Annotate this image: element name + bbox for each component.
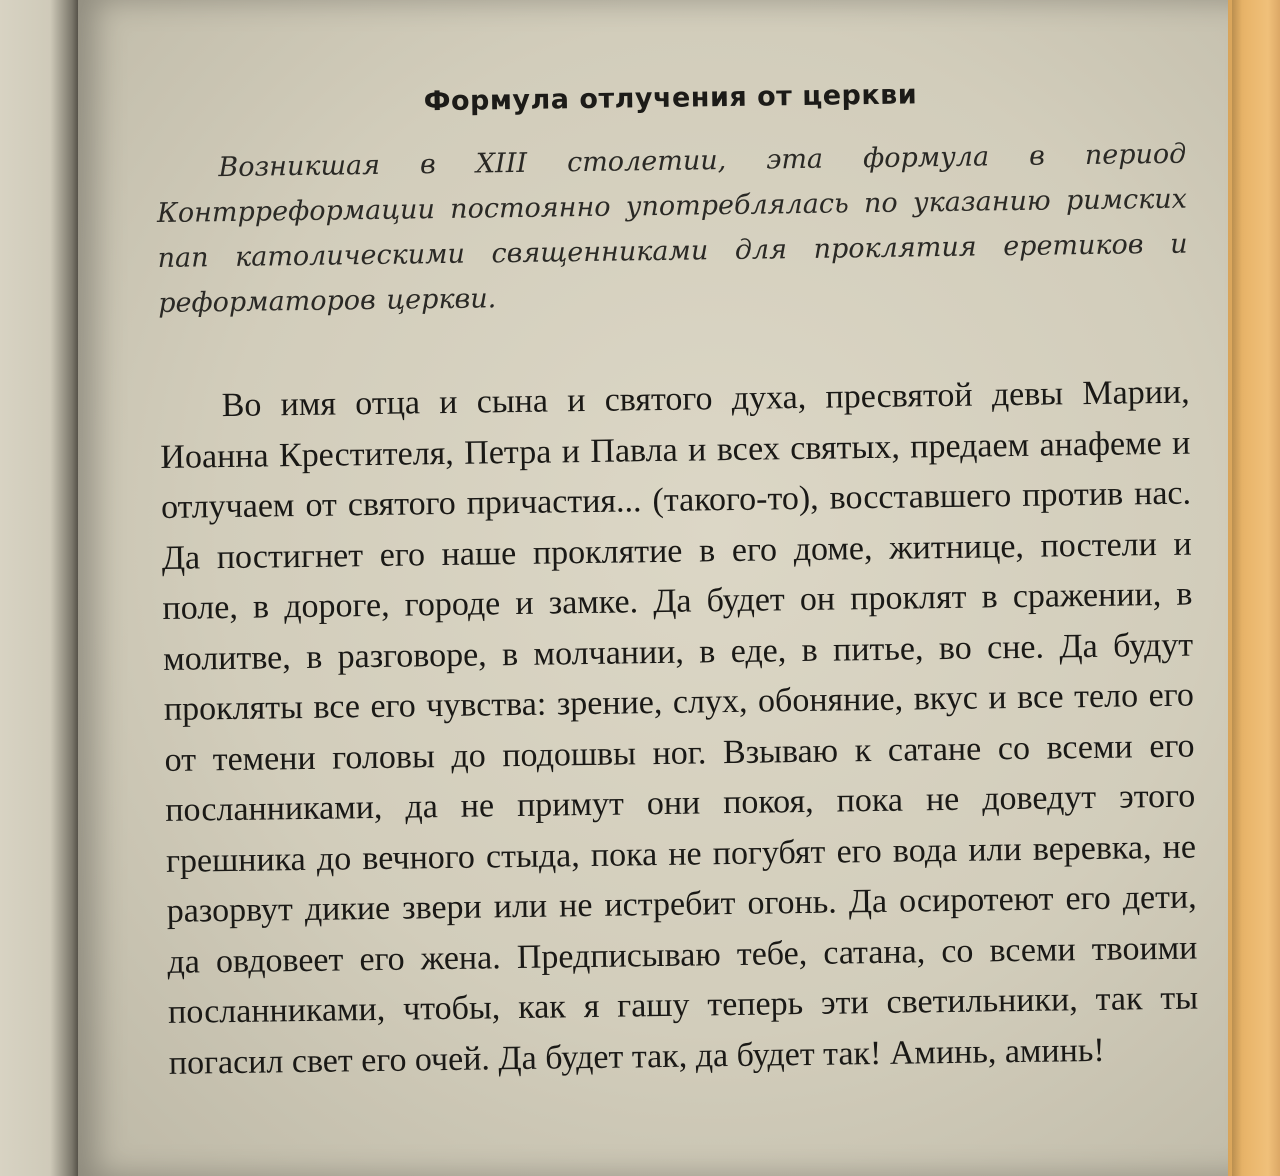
body-paragraph: Во имя отца и сына и святого духа, пресвятой девы Марии, Иоанна Крестителя, Петра и Павла и всех святых, предаем анафеме и отлучаем от святого причастия... (такого-то), восставшего против нас. Да постигнет его наше проклятие в его доме, житнице, постели и поле, в дороге, городе и замке. Да будет он проклят в сражении, в молитве, в разговоре, в молчании, в еде, в питье, во сне. Да будут прокляты все его чувства: зрение, слух, обоняние, вкус и все тело его от темени головы до подошвы ног. Взываю к сатане со всеми его посланниками, да не примут они покоя, пока не доведут этого грешника до вечного стыда, пока не погубят его вода или веревка, не разорвут дикие звери или не истребит огонь. Да осиротеют его дети, да овдовеет его жена. Предписываю тебе, сатана, со всеми твоими посланниками, чтобы, как я гашу теперь эти светильники, так ты погасил свет его очей. Да будет так, да будет так! Аминь, аминь! <box>160 373 1199 1082</box>
page-edge-shadow <box>1232 0 1242 1176</box>
page-title: Формула отлучения от церкви <box>423 79 918 118</box>
facing-page-edge <box>0 0 80 1176</box>
page-text-block <box>155 56 1199 1089</box>
intro-paragraph: Возникшая в XIII столетии, эта формула в период Контрреформации постоянно употреблялась по указанию римских пап католическими священниками для проклятия еретиков и реформаторов церкви. <box>156 138 1188 319</box>
